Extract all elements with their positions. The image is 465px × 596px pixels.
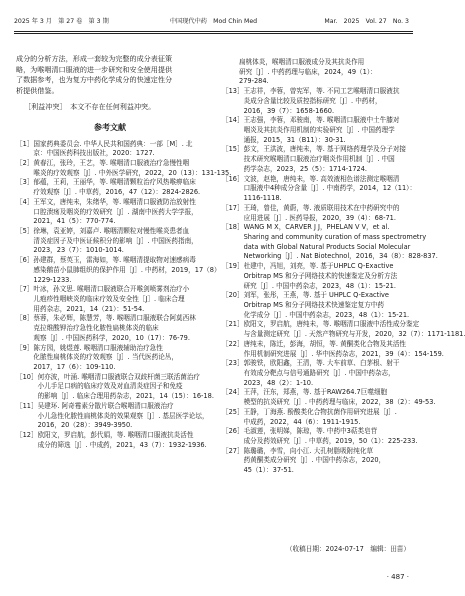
reference-number: ［22］ <box>222 339 244 348</box>
reference-line: 扁桃体炎，喉咽清口服液成分及其抗炎作用 <box>239 58 365 66</box>
reference-line: 化学成分［J］. 中国中药杂志，2023，48（1）：15-21. <box>243 310 410 319</box>
reference-line: 口腔溃疡及咽炎的疗效研究［J］. 湖南中医药大学学报， <box>33 207 198 216</box>
reference-item <box>222 58 410 87</box>
reference-text <box>243 427 418 446</box>
reference-text <box>239 58 410 87</box>
reference-line: 炎成分含量比较及质控指标研究［J］. 中药材， <box>243 96 382 105</box>
reference-line: 小儿急性化脓性扁桃体炎的效果观察［J］. 基层医学论坛， <box>37 411 209 420</box>
reference-text <box>37 372 214 402</box>
reference-number: ［21］ <box>222 320 244 329</box>
right-column <box>222 58 465 476</box>
reference-line: 毛淑莲，张明娣，陈琼，等. 中药中3萜类皂苷 <box>243 427 378 436</box>
reference-item <box>222 447 410 476</box>
reference-number <box>222 58 239 87</box>
reference-text <box>37 431 207 450</box>
reference-item <box>16 256 221 285</box>
reference-item <box>16 140 204 159</box>
reference-line: 279-284. <box>239 77 269 86</box>
reference-list-right <box>222 58 465 476</box>
reference-line: 中成药，2022，44（6）：1911-1915. <box>243 417 361 426</box>
reference-line: 应用进展［J］. 医药导报，2020，39（4）：68-71. <box>243 213 396 222</box>
received-date: （收稿日期：2024-07-17 编辑：田苗） <box>285 545 410 553</box>
reference-item <box>222 427 418 446</box>
reference-item <box>16 158 232 178</box>
reference-line: 有效成分靶点与信号通路研究［J］. 中国中药杂志， <box>243 369 395 377</box>
reference-number: ［15］ <box>222 145 244 154</box>
reference-item <box>16 178 204 197</box>
reference-number: ［2］ <box>16 158 34 167</box>
reference-item <box>16 401 209 431</box>
reference-line: 文波，赵艳，唐纯未，等. 高效液相色谱法测定喉咽清 <box>243 174 400 183</box>
reference-number: ［7］ <box>16 285 34 294</box>
reference-text <box>33 140 204 159</box>
running-header-journal: 中国现代中药 Mod Chin Med <box>169 18 258 25</box>
reference-line: 技术研究喉咽清口服液治疗咽炎作用机制［J］. 中国 <box>243 155 395 164</box>
reference-line: 何亦波，叶涌. 喉咽清口服液联合双歧杆菌三联活菌治疗 <box>37 372 201 381</box>
reference-number: ［13］ <box>222 87 244 96</box>
reference-line: Orbitrap MS 和分子网络技术快速鉴定复方中药 <box>243 300 384 309</box>
reference-item <box>16 344 204 373</box>
reference-line: 疗效观察［J］. 中草药，2016，47（12）：2824-2826. <box>33 188 201 197</box>
reference-line: 咽炎及其抗炎作用机制的实验研究［J］. 中国药理学 <box>243 126 395 135</box>
reference-item <box>222 223 438 262</box>
header-rule <box>14 31 413 32</box>
reference-line: 研究［J］. 中药药理与临床，2024，49（1）： <box>239 67 377 76</box>
reference-item <box>16 285 204 314</box>
reference-line: 口服液中4种成分含量［J］. 中南药学，2014，12（11）： <box>243 184 417 193</box>
reference-line: 感染鹅苗小鼠肺组织的保护作用［J］. 中药材，2019，17（8） <box>33 265 221 274</box>
reference-line: 国家药典委员会. 中华人民共和国药典：一部［M］. 北 <box>33 139 193 148</box>
reference-line: 蔡蓉，朱必辉，陈慧芳，等. 喉咽清口服液联合阿莫西林 <box>33 314 196 323</box>
reference-line: 儿疱疹性咽峡炎的临床疗效及安全性［J］. 临床合理 <box>33 295 185 304</box>
reference-line: 清炎症因子及中医证候积分的影响［J］. 中国医药指南， <box>33 236 198 245</box>
reference-line: 2017，17（6）：109-110. <box>33 363 116 372</box>
reference-item <box>222 291 410 320</box>
reference-number: ［8］ <box>16 314 34 323</box>
page-number: · 487 · <box>386 573 409 581</box>
reference-item <box>222 174 417 204</box>
reference-text <box>243 320 465 339</box>
reference-line: 用药杂志，2021，14（21）：51-54. <box>33 304 145 313</box>
reference-text <box>33 285 204 314</box>
reference-number: ［26］ <box>222 427 244 436</box>
reference-line: 欧阳文，罗启航，唐纯未，等. 喉咽清口服液中活性成分鉴定 <box>243 320 420 329</box>
reference-line: 2023，48（2）：1-10. <box>243 378 314 387</box>
body-line: 略，为喉咽清口服液的进一步研究和安全使用提供 <box>16 64 173 74</box>
reference-number: ［10］ <box>16 372 38 381</box>
body-line: 成分的分析方法，形成一套较为完整的成分表征策 <box>16 54 173 63</box>
reference-number: ［19］ <box>222 262 244 271</box>
reference-line: 药学杂志，2023，25（5）：1714-1724. <box>243 164 368 173</box>
reference-line: 模型的抗炎研究［J］. 中药药理与临床，2022，38（2）：49-53. <box>243 398 436 407</box>
reference-line: 王琦，曾佳，黄蔚，等. 液质联用技术在中药研究中的 <box>243 203 400 212</box>
reference-line: 化脓性扁桃体炎的疗效观察［J］. 当代医药论丛， <box>33 353 178 362</box>
reference-line: 的影响［J］. 临床合理用药杂志，2021，14（15）：16-18. <box>37 392 214 401</box>
reference-line: 2016，20（28）：3949-3950. <box>37 421 133 430</box>
reference-line: 观察［J］. 中国医药科学，2020，10（17）：76-79. <box>33 333 190 342</box>
reference-line: 叶冰，孙文思. 喉咽清口服液联合开喉剑喷雾剂治疗小 <box>33 285 190 294</box>
reference-line: 1116-1118. <box>243 194 282 203</box>
reference-line: 京：中国医药科技出版社，2020：1727. <box>33 149 155 158</box>
reference-number: ［25］ <box>222 407 244 416</box>
references-heading: 参考文献 <box>94 122 126 132</box>
reference-item <box>16 372 214 402</box>
reference-item <box>222 408 410 427</box>
reference-text <box>243 339 444 359</box>
reference-line: 黄春江，张玲，王艺，等. 喉咽清口服液治疗急慢性咽 <box>33 158 190 167</box>
reference-number: ［5］ <box>16 226 34 235</box>
reference-text <box>244 145 410 174</box>
reference-text <box>244 291 410 320</box>
reference-text <box>244 204 410 223</box>
reference-line: 2016，39（7）：1658-1660. <box>243 106 335 115</box>
reference-number: ［27］ <box>222 446 244 455</box>
reference-line: 刘军，张彤，王燕，等. 基于 UHPLC Q-Exactive <box>243 291 389 300</box>
reference-line: 通报，2015，31（B11）：30-31. <box>243 135 346 144</box>
body-line: 析提供借鉴。 <box>16 86 59 96</box>
reference-text <box>33 314 204 343</box>
reference-item <box>222 262 410 291</box>
reference-number: ［23］ <box>222 359 244 368</box>
reference-text <box>243 223 438 262</box>
running-header-issue: 2025 年 3 月 第 27 卷 第 3 期 <box>14 18 109 25</box>
reference-line: 研究［J］. 中国中药杂志，2023，48（1）：15-21. <box>243 281 396 290</box>
reference-line: 孙建群，蔡英玉，雷海如，等. 喉咽清提取物对速感病毒 <box>33 256 196 265</box>
reference-line: data with Global Natural Products Social Molecular <box>243 242 411 251</box>
reference-number: ［18］ <box>222 223 244 232</box>
body-paragraph <box>16 54 204 97</box>
body-line: 了数据参考，也为复方中药化学成分的快速定性分 <box>16 75 173 85</box>
reference-item <box>222 339 444 359</box>
reference-line: 喉炎的疗效观察［J］. 中外医学研究，2022，20（13）：131-135. <box>33 168 232 177</box>
reference-line: 小儿手足口病的临床疗效及对血清炎症因子和免疫 <box>37 382 183 391</box>
running-header-issue-en: Mar. 2025 Vol. 27 No. 3 <box>324 18 409 25</box>
reference-line: 王静，丁海燕. 酚酸类化合物抗菌作用研究进展［J］. <box>243 407 397 416</box>
reference-text <box>33 178 204 197</box>
reference-item <box>16 314 204 343</box>
reference-line: 成分及药效研究［J］. 中草药，2019，50（1）：225-233. <box>243 437 418 446</box>
reference-text <box>244 262 410 291</box>
reference-number: ［17］ <box>222 203 244 212</box>
reference-line: 徐琳，袁亚婷，刘嘉卢. 喉咽清颗粒对慢性喉炎患者血 <box>33 226 190 235</box>
reference-number: ［12］ <box>16 431 38 440</box>
reference-item <box>222 116 410 145</box>
reference-line: 1229-1233. <box>33 275 72 284</box>
reference-line: 欧阳文，罗启航，彭代娟，等. 喉咽清口服液抗炎活性 <box>37 431 194 440</box>
reference-text <box>33 256 221 285</box>
reference-text <box>33 198 204 227</box>
reference-number: ［11］ <box>16 401 38 410</box>
reference-text <box>33 227 204 256</box>
reference-number: ［3］ <box>16 178 34 187</box>
reference-item <box>222 388 436 407</box>
reference-number: ［16］ <box>222 174 244 183</box>
reference-item <box>222 87 410 116</box>
reference-line: 郭骏铁，欧阳鑫，王清，等. 大车前草、白茅根、射干 <box>243 359 400 368</box>
reference-number: ［6］ <box>16 256 34 265</box>
reference-item <box>222 204 410 223</box>
reference-number: ［24］ <box>222 388 244 397</box>
reference-text <box>243 174 417 204</box>
left-column <box>16 54 232 451</box>
reference-text <box>33 344 204 373</box>
reference-line: 药黄酮类成分研究［J］. 中国中药杂志，2020， <box>243 456 386 465</box>
reference-line: 45（1）：37-51. <box>243 466 294 475</box>
reference-line: 与含量测定研究［J］. 天然产物研究与开发，2020，32（7）：1171-1181. <box>243 330 465 339</box>
conflict-statement: ［利益冲突］ 本文不存在任何利益冲突。 <box>24 101 156 111</box>
reference-text <box>244 447 410 476</box>
reference-line: 作用机制研究进展［J］. 华中医药杂志，2021，39（4）：154-159. <box>243 349 444 358</box>
reference-line: Sharing and community curation of mass spectrometry <box>243 232 427 241</box>
reference-text <box>244 408 410 427</box>
reference-line: 克拉维酸钾治疗急性化脓性扁桃体炎的临床 <box>33 324 159 333</box>
reference-text <box>244 116 410 145</box>
reference-line: 彭文，王洪波，唐纯未，等. 基于网络药理学及分子对接 <box>243 145 407 154</box>
reference-line: 唐纯未，陈迁，彭海，胡恒，等. 黄酮类化合物及其活性 <box>243 339 407 348</box>
reference-line: Orbitrap MS 和分子网络技术的快速鉴定及分析方法 <box>243 271 398 280</box>
header-rule-thin <box>14 33 413 34</box>
reference-line: 陈方园，姚煜莲. 喉咽清口服液辅助治疗急性 <box>33 343 163 352</box>
reference-text <box>244 87 410 116</box>
reference-item <box>16 198 204 227</box>
reference-number: ［4］ <box>16 197 34 206</box>
reference-text <box>33 158 232 178</box>
reference-line: 成分的筛选［J］. 中成药，2021，43（7）：1932-1936. <box>37 440 207 449</box>
reference-text <box>243 388 436 407</box>
reference-item <box>16 227 204 256</box>
reference-line: 王萍，汪东，郑燕，等. 基于RAW264.7巨噬细胞 <box>243 388 388 397</box>
reference-line: 郁蕴，王莉，王丽华，等. 喉咽清颗粒治疗风热喉痹临床 <box>33 178 196 187</box>
reference-text <box>37 401 209 431</box>
reference-item <box>222 145 410 174</box>
reference-item <box>222 320 465 339</box>
reference-line: 陈璐璐，李雪，向小江. 大孔树脂吸附纯化草 <box>243 446 374 455</box>
reference-line: 王志强，李蓉，邓骏南，等. 喉咽清口服液中土牛膝对 <box>243 116 400 125</box>
reference-line: 吴建环. 阿奇霉素分散片联合喉咽清口服液治疗 <box>37 401 174 410</box>
reference-item <box>222 359 410 388</box>
reference-number: ［1］ <box>16 139 34 148</box>
reference-number: ［9］ <box>16 343 34 352</box>
reference-line: 2021，41（5）：770-774. <box>33 217 116 226</box>
reference-list-left <box>16 139 232 451</box>
reference-line: 杜建中，冯旭，刘亮，等. 基于UHPLC Q-Exactive <box>243 262 394 271</box>
reference-item <box>16 431 207 450</box>
reference-text <box>244 359 410 388</box>
reference-line: Networking［J］. Nat Biotechnol，2016，34（8）：828-837. <box>243 252 438 261</box>
reference-line: WANG M X，CARVER J J，PHELAN V V，et al. <box>243 223 390 232</box>
reference-line: 2023，23（7）：1010-1014. <box>33 246 124 255</box>
reference-number: ［14］ <box>222 116 244 125</box>
reference-line: 王志祥，李蓉，曾宪军，等. 不同工艺喉咽清口服液抗 <box>243 87 400 96</box>
reference-line: 王军文，唐纯未，朱绪华，等. 喉咽清口服液防治放射性 <box>33 197 196 206</box>
reference-number: ［20］ <box>222 291 244 300</box>
